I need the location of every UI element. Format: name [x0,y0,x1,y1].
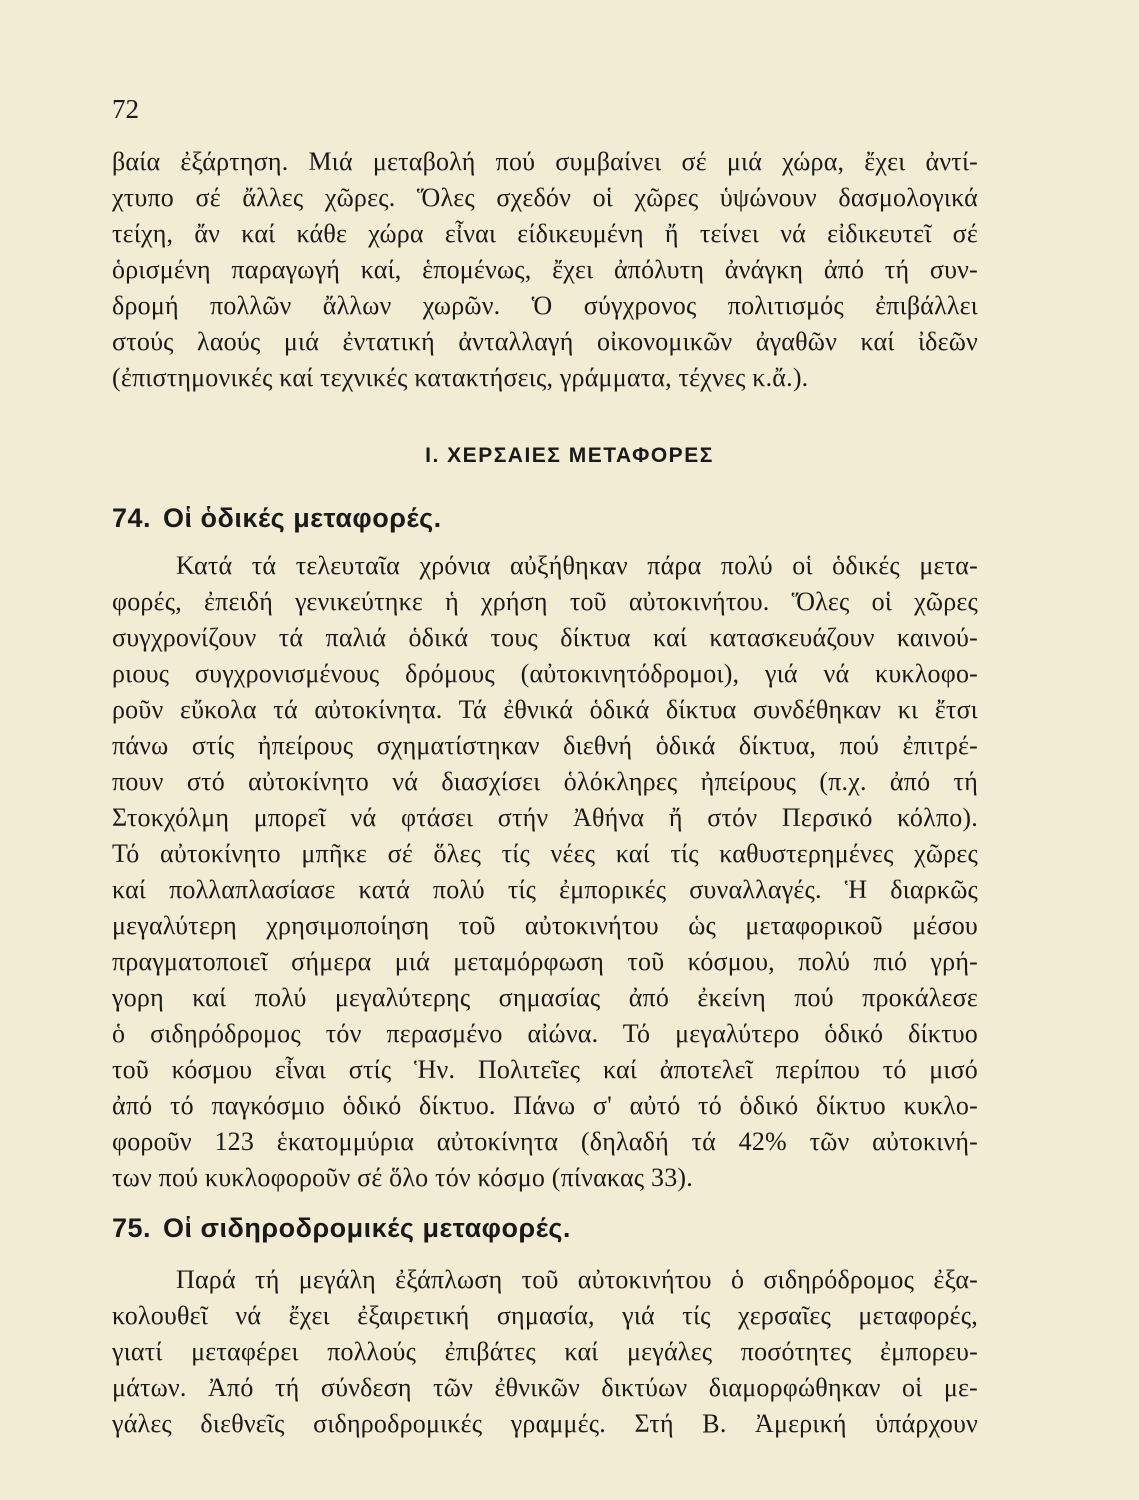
text-line: ὁ σιδηρόδρομος τόν περασμένο αἰώνα. Τό μεγαλύτερο ὁδικό δίκτυο [112,1019,978,1048]
text-line: γορη καί πολύ μεγαλύτερης σημασίας ἀπό ἐκείνη πού προκάλεσε [112,983,978,1012]
heading-74-number: 74. [112,503,152,533]
text-line: Στοκχόλμη μπορεῖ νά φτάσει στήν Ἀθήνα ἤ στόν Περσικό κόλπο). [112,803,978,832]
text-line: μάτων. Ἀπό τή σύνδεση τῶν ἐθνικῶν δικτύων διαμορφώθηκαν οἱ με- [112,1373,978,1402]
text-line: πουν στό αὐτοκίνητο νά διασχίσει ὁλόκληρες ἠπείρους (π.χ. ἀπό τή [112,767,978,796]
text-line: ριους συγχρονισμένους δρόμους (αὐτοκινητόδρομοι), γιά νά κυκλοφο- [112,659,978,688]
text-line: φοροῦν 123 ἑκατομμύρια αὐτοκίνητα (δηλαδή τά 42% τῶν αὐτοκινή- [112,1127,978,1156]
text-line: χτυπο σέ ἄλλες χῶρες. Ὅλες σχεδόν οἱ χῶρες ὑψώνουν δασμολογικά [112,183,978,212]
text-line: ροῦν εὔκολα τά αὐτοκίνητα. Τά ἐθνικά ὁδικά δίκτυα συνδέθηκαν κι ἔτσι [112,695,978,724]
heading-75-number: 75. [112,1213,152,1243]
text-line: γιατί μεταφέρει πολλούς ἐπιβάτες καί μεγάλες ποσότητες ἐμπορευ- [112,1337,978,1366]
heading-74 [112,500,442,536]
paragraph-74 [112,548,978,1196]
text-line: κολουθεῖ νά ἔχει ἐξαιρετική σημασία, γιά τίς χερσαῖες μεταφορές, [112,1301,978,1330]
text-line: βαία ἐξάρτηση. Μιά μεταβολή πού συμβαίνει σέ μιά χώρα, ἔχει ἀντί- [112,147,978,176]
text-line: φορές, ἐπειδή γενικεύτηκε ἡ χρήση τοῦ αὐτοκινήτου. Ὅλες οἱ χῶρες [112,587,978,616]
text-line: στούς λαούς μιά ἐντατική ἀνταλλαγή οἰκονομικῶν ἀγαθῶν καί ἰδεῶν [112,327,978,356]
heading-75-title: Οἱ σιδηροδρομικές μεταφορές. [163,1213,571,1243]
text-line: των πού κυκλοφοροῦν σέ ὅλο τόν κόσμο (πίνακας 33). [112,1163,693,1192]
paragraph-75 [112,1262,978,1442]
text-line: (ἐπιστημονικές καί τεχνικές κατακτήσεις, γράμματα, τέχνες κ.ἄ.). [112,363,809,392]
text-line: πάνω στίς ἠπείρους σχηματίστηκαν διεθνή ὁδικά δίκτυα, πού ἐπιτρέ- [112,731,978,760]
text-line: πραγματοποιεῖ σήμερα μιά μεταμόρφωση τοῦ κόσμου, πολύ πιό γρή- [112,947,978,976]
text-line: τοῦ κόσμου εἶναι στίς Ἡν. Πολιτεῖες καί ἀποτελεῖ περίπου τό μισό [112,1055,978,1084]
intro-paragraph [112,144,978,396]
text-line: ἀπό τό παγκόσμιο ὁδικό δίκτυο. Πάνω σ' αὐτό τό ὁδικό δίκτυο κυκλο- [112,1091,978,1120]
heading-75 [112,1210,571,1246]
text-line: δρομή πολλῶν ἄλλων χωρῶν. Ὁ σύγχρονος πολιτισμός ἐπιβάλλει [112,291,978,320]
section-heading: Ι. ΧΕΡΣΑΙΕΣ ΜΕΤΑΦΟΡΕΣ [425,444,714,467]
text-line: Τό αὐτοκίνητο μπῆκε σέ ὅλες τίς νέες καί τίς καθυστερημένες χῶρες [112,839,978,868]
text-line: ὁρισμένη παραγωγή καί, ἑπομένως, ἔχει ἀπόλυτη ἀνάγκη ἀπό τή συν- [112,255,978,284]
heading-74-title: Οἱ ὁδικές μεταφορές. [163,503,442,533]
text-line: τείχη, ἄν καί κάθε χώρα εἶναι είδικευμένη ἤ τείνει νά εἰδικευτεῖ σέ [112,219,978,248]
page-number: 72 [112,94,139,124]
text-line: Κατά τά τελευταῖα χρόνια αὐξήθηκαν πάρα πολύ οἱ ὁδικές μετα- [176,551,978,580]
text-line: γάλες διεθνεῖς σιδηροδρομικές γραμμές. Στή Β. Ἀμερική ὑπάρχουν [112,1409,978,1438]
text-line: συγχρονίζουν τά παλιά ὁδικά τους δίκτυα καί κατασκευάζουν καινού- [112,623,978,652]
text-line: Παρά τή μεγάλη ἐξάπλωση τοῦ αὐτοκινήτου ὁ σιδηρόδρομος ἐξα- [176,1265,978,1294]
text-line: μεγαλύτερη χρησιμοποίηση τοῦ αὐτοκινήτου ὡς μεταφορικοῦ μέσου [112,911,978,940]
text-line: καί πολλαπλασίασε κατά πολύ τίς ἐμπορικές συναλλαγές. Ἡ διαρκῶς [112,875,978,904]
